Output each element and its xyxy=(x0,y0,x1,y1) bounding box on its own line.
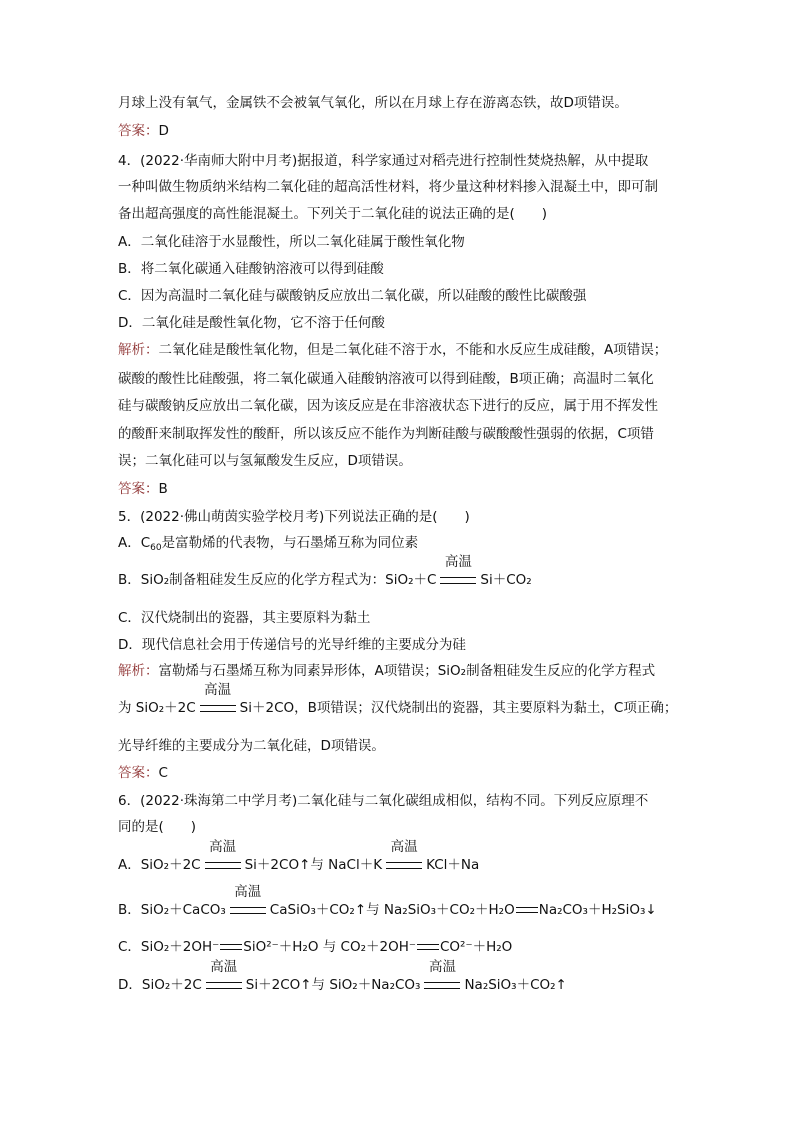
text: 同的是( ) xyxy=(118,819,197,835)
high-temperature-condition xyxy=(200,682,236,712)
text: 4．(2022·华南师大附中月考)据报道，科学家通过对稻壳进行控制性焚烧热解，从中提取 xyxy=(118,153,649,169)
question-4-stem xyxy=(118,205,547,223)
analysis-line xyxy=(118,737,385,755)
high-temperature-condition xyxy=(206,959,242,989)
text: Si＋2CO↑与 NaCl＋K xyxy=(244,857,383,873)
option-c xyxy=(118,938,512,956)
equals-sign xyxy=(516,907,538,913)
option-a xyxy=(118,839,480,874)
text: KCl＋Na xyxy=(426,857,480,873)
equals-sign xyxy=(417,944,439,950)
high-temperature-condition xyxy=(424,959,460,989)
question-6-stem xyxy=(118,792,648,810)
text: C．因为高温时二氧化硅与碳酸钠反应放出二氧化碳，所以硅酸的酸性比碳酸强 xyxy=(118,288,587,304)
text: A．SiO₂＋2C xyxy=(118,857,201,873)
equation-bar xyxy=(386,862,422,869)
equation-bar xyxy=(200,705,236,712)
option-c xyxy=(118,287,586,305)
text: 备出超高强度的高性能混凝土。下列关于二氧化硅的说法正确的是( ) xyxy=(118,206,548,222)
equation-bar xyxy=(440,577,476,584)
text: 月球上没有氧气，金属铁不会被氧气氧化，所以在月球上存在游离态铁，故D项错误。 xyxy=(118,95,628,111)
high-temperature-condition xyxy=(230,884,266,914)
text: Na₂CO₃＋H₂SiO₃↓ xyxy=(538,902,657,918)
option-d xyxy=(118,636,466,654)
text: D．二氧化硅是酸性氧化物，它不溶于任何酸 xyxy=(118,315,385,331)
analysis-line xyxy=(118,425,654,443)
text: 硅与碳酸钠反应放出二氧化碳，因为该反应是在非溶液状态下进行的反应，属于用不挥发性 xyxy=(118,398,658,414)
text-line xyxy=(118,94,628,112)
answer-value: C xyxy=(158,765,168,781)
condition-text: 高温 xyxy=(444,554,472,570)
text: D．SiO₂＋2C xyxy=(118,977,202,993)
text: CO²⁻＋H₂O xyxy=(440,939,513,955)
option-c xyxy=(118,609,370,627)
question-4-stem xyxy=(118,178,658,196)
equation-bar xyxy=(206,982,242,989)
text: 误；二氧化硅可以与氢氟酸发生反应，D项错误。 xyxy=(118,453,412,469)
text: B．将二氧化碳通入硅酸钠溶液可以得到硅酸 xyxy=(118,261,384,277)
option-a xyxy=(118,534,418,557)
analysis-label: 解析： xyxy=(118,663,159,679)
analysis-line xyxy=(118,370,654,388)
text: 是富勒烯的代表物，与石墨烯互称为同位素 xyxy=(161,535,419,551)
equation-bar xyxy=(230,907,266,914)
high-temperature-condition xyxy=(205,839,241,869)
high-temperature-condition xyxy=(386,839,422,869)
text: Si＋CO₂ xyxy=(480,572,532,588)
text: 的酸酐来制取挥发性的酸酐，所以该反应不能作为判断硅酸与碳酸酸性强弱的依据，C项错 xyxy=(118,426,654,442)
text: B．SiO₂制备粗硅发生反应的化学方程式为：SiO₂＋C xyxy=(118,572,437,588)
option-b xyxy=(118,884,657,919)
text: 一种叫做生物质纳米结构二氧化硅的超高活性材料，将少量这种材料掺入混凝土中，即可制 xyxy=(118,179,658,195)
subscript: 60 xyxy=(150,543,162,553)
option-d xyxy=(118,314,385,332)
condition-text: 高温 xyxy=(204,682,232,698)
condition-text: 高温 xyxy=(390,839,418,855)
analysis-line xyxy=(118,662,655,680)
condition-text: 高温 xyxy=(210,959,238,975)
text: 光导纤维的主要成分为二氧化硅，D项错误。 xyxy=(118,738,385,754)
condition-text: 高温 xyxy=(209,839,237,855)
answer-line xyxy=(118,480,168,498)
answer-label: 答案： xyxy=(118,123,159,139)
analysis-line xyxy=(118,452,412,470)
text: B．SiO₂＋CaCO₃ xyxy=(118,902,226,918)
question-5-stem xyxy=(118,508,470,526)
answer-line xyxy=(118,764,168,782)
text: Si＋2CO↑与 SiO₂＋Na₂CO₃ xyxy=(245,977,421,993)
question-6-stem xyxy=(118,818,196,836)
text: D．现代信息社会用于传递信号的光导纤维的主要成分为硅 xyxy=(118,637,466,653)
analysis-line xyxy=(118,397,658,415)
analysis-line xyxy=(118,682,678,717)
equation-bar xyxy=(205,862,241,869)
answer-label: 答案： xyxy=(118,765,159,781)
question-4-stem xyxy=(118,152,648,170)
text: 二氧化硅是酸性氧化物，但是二氧化硅不溶于水，不能和水反应生成硅酸，A项错误； xyxy=(158,342,668,358)
text: A．二氧化硅溶于水显酸性，所以二氧化硅属于酸性氧化物 xyxy=(118,234,465,250)
high-temperature-condition xyxy=(440,554,476,584)
option-b xyxy=(118,260,384,278)
option-b xyxy=(118,554,532,589)
answer-value: B xyxy=(158,481,168,497)
equation-bar xyxy=(424,982,460,989)
text: 5．(2022·佛山萌茵实验学校月考)下列说法正确的是( ) xyxy=(118,509,470,525)
text: A．C xyxy=(118,535,151,551)
text: CaSiO₃＋CO₂↑与 Na₂SiO₃＋CO₂＋H₂O xyxy=(269,902,515,918)
option-a xyxy=(118,233,465,251)
option-d xyxy=(118,959,567,994)
answer-label: 答案： xyxy=(118,481,159,497)
answer-line xyxy=(118,122,169,140)
text: Si＋2CO，B项错误；汉代烧制出的瓷器，其主要原料为黏土，C项正确； xyxy=(239,700,678,716)
text: 为 SiO₂＋2C xyxy=(118,700,196,716)
analysis-label: 解析： xyxy=(118,342,159,358)
condition-text: 高温 xyxy=(234,884,262,900)
text: Na₂SiO₃＋CO₂↑ xyxy=(464,977,567,993)
equals-sign xyxy=(220,944,242,950)
text: 6．(2022·珠海第二中学月考)二氧化硅与二氧化碳组成相似，结构不同。下列反应原理不 xyxy=(118,793,649,809)
answer-value: D xyxy=(158,123,169,139)
text: SiO²⁻＋H₂O 与 CO₂＋2OH⁻ xyxy=(243,939,416,955)
text: C．汉代烧制出的瓷器，其主要原料为黏土 xyxy=(118,610,371,626)
condition-text: 高温 xyxy=(428,959,456,975)
analysis-line xyxy=(118,341,667,359)
text: C．SiO₂＋2OH⁻ xyxy=(118,939,220,955)
text: 碳酸的酸性比硅酸强，将二氧化碳通入硅酸钠溶液可以得到硅酸，B项正确；高温时二氧化 xyxy=(118,371,654,387)
text: 富勒烯与石墨烯互称为同素异形体，A项错误；SiO₂制备粗硅发生反应的化学方程式 xyxy=(158,663,656,679)
